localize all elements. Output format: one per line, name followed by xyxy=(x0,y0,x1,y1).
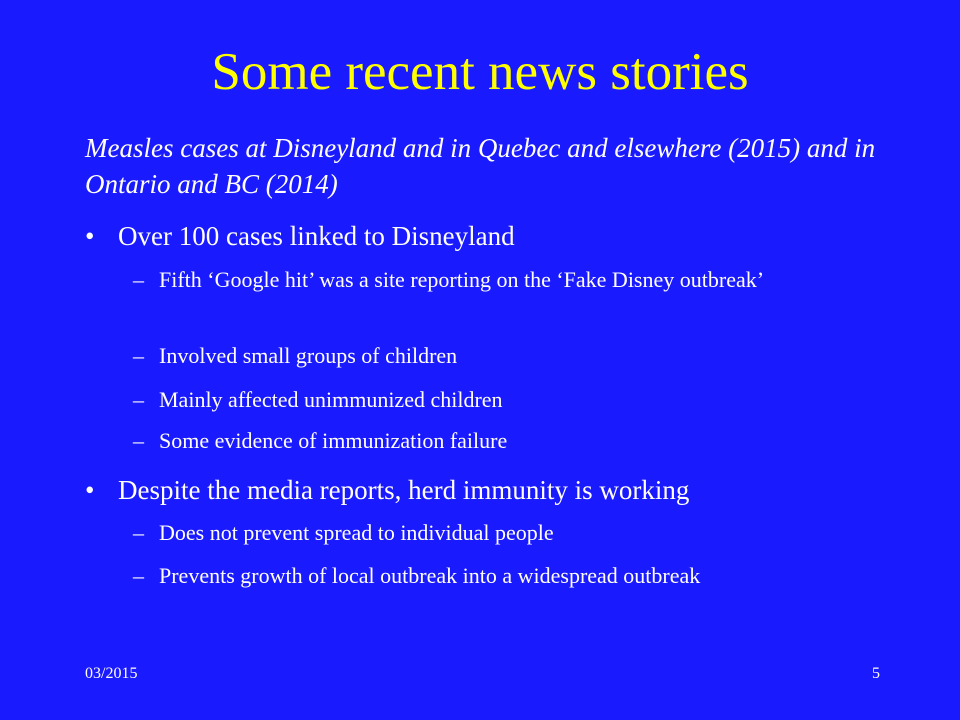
bullet-marker: • xyxy=(85,221,95,251)
sub-bullet-item xyxy=(133,384,853,415)
sub-bullet-marker: – xyxy=(133,267,144,292)
bullet-text: Over 100 cases linked to Disneyland xyxy=(118,221,515,251)
sub-bullet-marker: – xyxy=(133,563,144,588)
sub-bullet-text: Prevents growth of local outbreak into a widespread outbreak xyxy=(159,563,701,588)
page-number: 5 xyxy=(872,665,880,682)
sub-bullet-text: Involved small groups of children xyxy=(159,343,458,368)
sub-bullet-marker: – xyxy=(133,520,144,545)
sub-bullet-marker: – xyxy=(133,343,144,368)
footer-date: 03/2015 xyxy=(85,665,138,682)
sub-bullet-item xyxy=(133,264,853,295)
sub-bullet-text: Fifth ‘Google hit’ was a site reporting on the ‘Fake Disney outbreak’ xyxy=(159,267,765,292)
sub-bullet-item xyxy=(133,560,853,591)
bullet-marker: • xyxy=(85,475,95,505)
bullet-item xyxy=(85,218,895,254)
slide-title: Some recent news stories xyxy=(211,43,749,101)
bullet-text: Despite the media reports, herd immunity is working xyxy=(118,475,690,505)
sub-bullet-marker: – xyxy=(133,428,144,453)
sub-bullet-marker: – xyxy=(133,387,144,412)
sub-bullet-text: Mainly affected unimmunized children xyxy=(159,387,503,412)
sub-bullet-text: Does not prevent spread to individual people xyxy=(159,520,554,545)
sub-bullet-item xyxy=(133,425,853,456)
sub-bullet-text: Some evidence of immunization failure xyxy=(159,428,508,453)
slide-intro: Measles cases at Disneyland and in Quebec and elsewhere (2015) and in Ontario and BC (2014) xyxy=(85,133,876,199)
sub-bullet-item xyxy=(133,340,853,371)
bullet-item xyxy=(85,472,895,508)
sub-bullet-item xyxy=(133,517,853,548)
